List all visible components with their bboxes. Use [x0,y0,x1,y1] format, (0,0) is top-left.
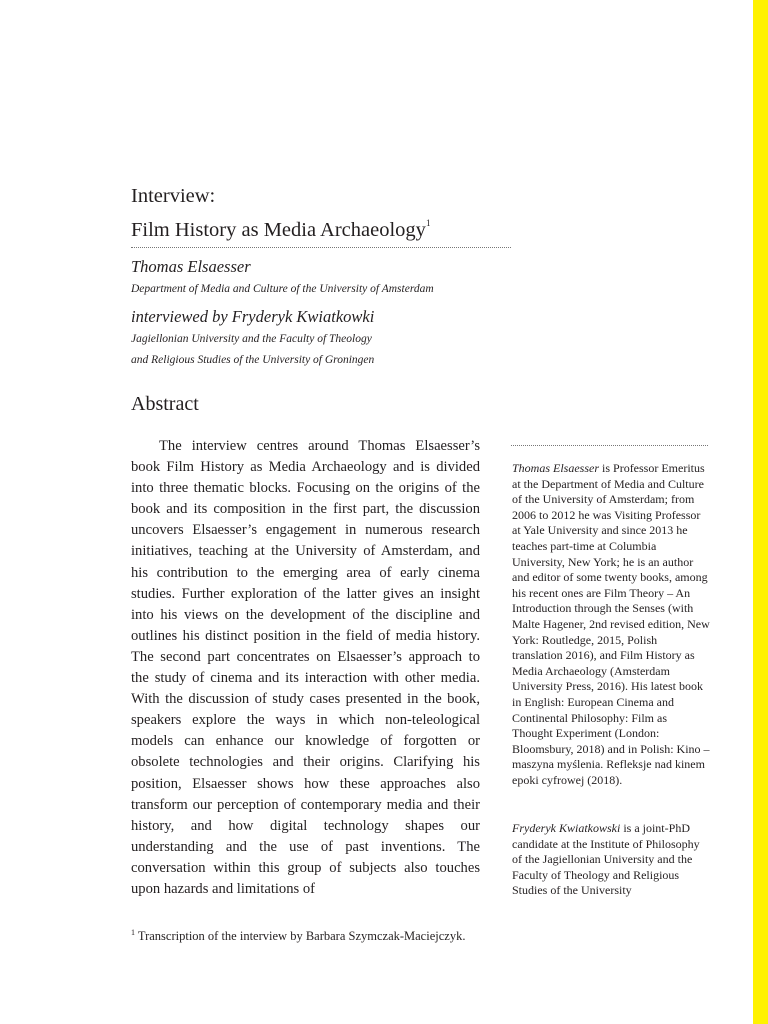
title-footnote-mark: 1 [425,218,431,228]
interviewer-bio-text: is a joint-PhD candidate at the Institute of Philosophy of the Jagiellonian University and the Faculty of Theology and Religious Studies of the University [512,821,700,898]
sidebar-divider [511,445,708,446]
author-name: Thomas Elsaesser [131,257,251,276]
footnote-mark: 1 [131,928,135,937]
yellow-edge-bar [753,0,768,1024]
author-bio-name: Thomas Elsaesser [512,461,600,475]
title-divider [131,247,511,248]
title-line-2: Film History as Media Archaeology [131,219,426,241]
interviewer-bio-name: Fryderyk Kwiatkowski [512,821,621,835]
interviewer-affiliation-line-1: Jagiellonian University and the Faculty of Theology [131,333,372,345]
footnote [131,928,465,944]
article-title [131,183,430,244]
interviewer-bio [512,821,710,899]
interviewer-affiliation-line-2: and Religious Studies of the University of Groningen [131,354,375,366]
footnote-text: Transcription of the interview by Barbara Szymczak-Maciejczyk. [135,929,466,943]
abstract-heading: Abstract [131,393,199,415]
author-affiliation: Department of Media and Culture of the University of Amsterdam [131,283,434,295]
author-bio-text: is Professor Emeritus at the Department of Media and Culture of the University of Amsterdam; from 2006 to 2012 he was Visiting Professor at Yale University and since 2013 he teaches part-time at Columbia University, New York; he is an author and editor of some twenty books, among his recent ones are Film Theory – An Introduction through the Senses (with Malte Hagener, 2nd revised edition, New York: Routledge, 2015, Polish translation 2016), and Film History as Media Archaeology (Amsterdam University Press, 2016). His latest book in English: European Cinema and Continental Philosophy: Film as Thought Experiment (London: Bloomsbury, 2018) and in Polish: Kino – maszyna myślenia. Refleksje nad kinem epoki cyfrowej (2018). [512,461,710,787]
interviewer-name: interviewed by Fryderyk Kwiatkowki [131,307,375,326]
author-bio [512,461,710,788]
title-line-1: Interview: [131,185,216,207]
abstract-text: The interview centres around Thomas Elsaesser’s book Film History as Media Archaeology and is divided into three thematic blocks. Focusing on the origins of the book and its composition in the first part, the discussion uncovers Elsaesser’s engagement in numerous research initiatives, teaching at the University of Amsterdam, and his contribution to the emerging area of early cinema studies. Further exploration of the latter gives an insight into his views on the development of the discipline and outlines his distinct position in the field of media history. The second part concentrates on Elsaesser’s approach to the study of cinema and its interaction with other media. With the discussion of study cases presented in the book, speakers explore the ways in which non-teleological models can enhance our knowledge of forgotten or obsolete technologies and their origins. Clarifying his position, Elsaesser shows how these approaches also transform our perception of contemporary media and their history, and how digital technology shapes our understanding and the use of past inventions. The conversation within this group of subjects also touches upon hazards and limitations of [131,438,480,897]
